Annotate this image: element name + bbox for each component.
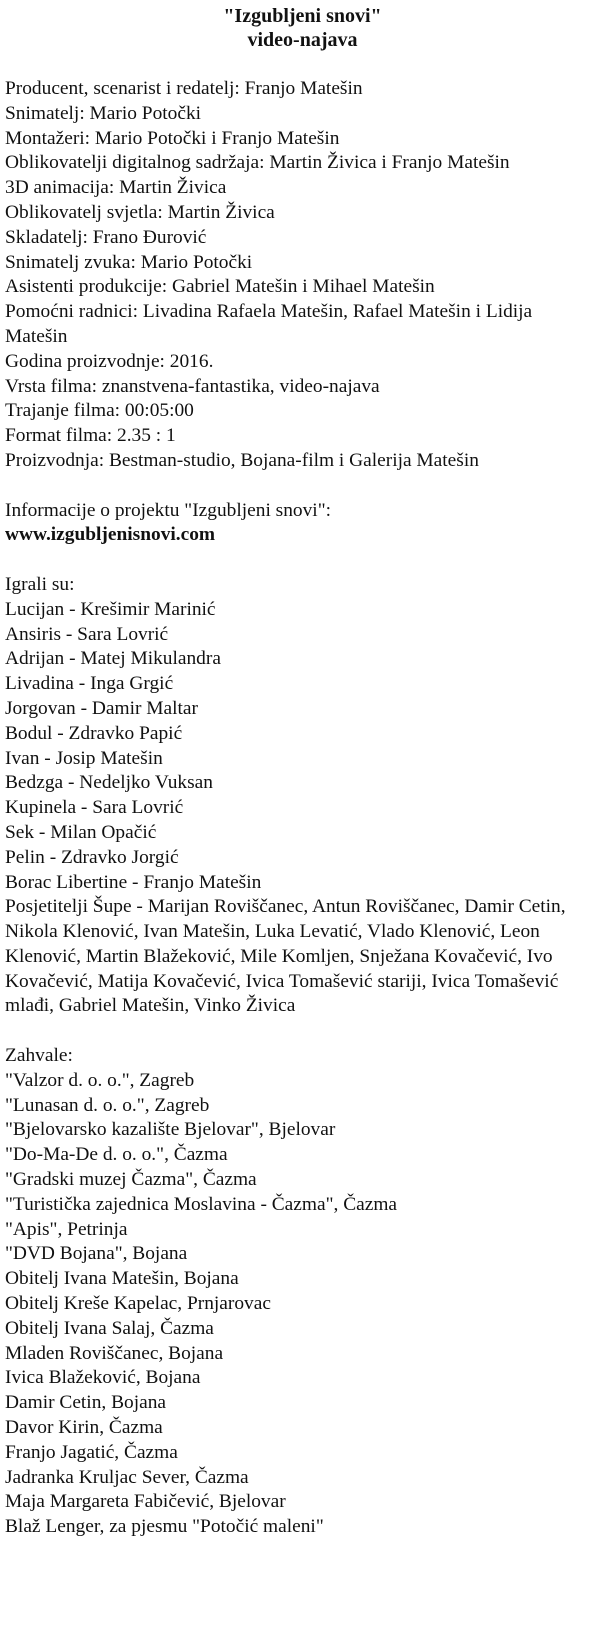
credit-line: 3D animacija: Martin Živica	[5, 177, 227, 199]
thanks-item: "Bjelovarsko kazalište Bjelovar", Bjelovar	[5, 1119, 336, 1141]
cast-item: Posjetitelji Šupe - Marijan Roviščanec, Antun Roviščanec, Damir Cetin, Nikola Klenović, Ivan Matešin, Luka Levatić, Vlado Klenović, Leon Klenović, Martin Blažeković, Mile Komljen, Snježana Kovačević, Ivo Kovačević, Matija Kovačević, Ivica Tomašević stariji, Ivica Tomašević mlađi, Gabriel Matešin, Vinko Živica	[5, 896, 566, 1017]
cast-item: Pelin - Zdravko Jorgić	[5, 846, 179, 868]
credit-line: Asistenti produkcije: Gabriel Matešin i Mihael Matešin	[5, 276, 435, 298]
document-page	[0, 4, 600, 1629]
thanks-heading: Zahvale:	[5, 1045, 73, 1067]
thanks-item: "Do-Ma-De d. o. o.", Čazma	[5, 1144, 228, 1166]
thanks-item: Obitelj Kreše Kapelac, Prnjarovac	[5, 1293, 271, 1315]
credit-line: Oblikovatelj svjetla: Martin Živica	[5, 201, 275, 223]
credit-line: Producent, scenarist i redatelj: Franjo Matešin	[5, 78, 363, 99]
page-title: "Izgubljeni snovi"	[223, 5, 382, 27]
cast-item: Bodul - Zdravko Papić	[5, 722, 183, 744]
thanks-item: "DVD Bojana", Bojana	[5, 1243, 188, 1265]
cast-item: Borac Libertine - Franjo Matešin	[5, 871, 262, 893]
credit-line: Pomoćni radnici: Livadina Rafaela Matešin, Rafael Matešin i Lidija Matešin	[5, 301, 533, 347]
cast-item: Ansiris - Sara Lovrić	[5, 623, 169, 645]
spacer	[5, 548, 600, 573]
cast-list	[5, 573, 595, 1019]
spacer	[5, 1019, 600, 1044]
cast-item: Kupinela - Sara Lovrić	[5, 797, 184, 819]
thanks-item: "Lunasan d. o. o.", Zagreb	[5, 1094, 210, 1116]
thanks-item: Obitelj Ivana Matešin, Bojana	[5, 1268, 239, 1290]
cast-item: Ivan - Josip Matešin	[5, 747, 163, 769]
cast-item: Lucijan - Krešimir Marinić	[5, 598, 216, 620]
cast-item: Jorgovan - Damir Maltar	[5, 697, 198, 719]
credit-line: Oblikovatelji digitalnog sadržaja: Martin Živica i Franjo Matešin	[5, 152, 510, 174]
credits-list	[5, 77, 595, 474]
thanks-item: Obitelj Ivana Salaj, Čazma	[5, 1317, 214, 1339]
thanks-item: Jadranka Kruljac Sever, Čazma	[5, 1466, 249, 1488]
page-subtitle: video-najava	[247, 29, 358, 51]
thanks-item: "Gradski muzej Čazma", Čazma	[5, 1169, 257, 1191]
thanks-item: Franjo Jagatić, Čazma	[5, 1441, 178, 1463]
thanks-item: Blaž Lenger, za pjesmu "Potočić maleni"	[5, 1516, 324, 1538]
credit-line: Montažeri: Mario Potočki i Franjo Matešin	[5, 127, 340, 149]
cast-item: Livadina - Inga Grgić	[5, 673, 174, 695]
credit-line: Format filma: 2.35 : 1	[5, 425, 176, 447]
project-info-text: Informacije o projektu "Izgubljeni snovi":	[5, 499, 331, 521]
thanks-item: Damir Cetin, Bojana	[5, 1392, 167, 1414]
cast-item: Adrijan - Matej Mikulandra	[5, 648, 221, 670]
credit-line: Snimatelj: Mario Potočki	[5, 102, 202, 124]
spacer	[5, 474, 600, 499]
thanks-item: Mladen Roviščanec, Bojana	[5, 1342, 224, 1364]
credit-line: Vrsta filma: znanstvena-fantastika, video-najava	[5, 375, 380, 397]
cast-item: Sek - Milan Opačić	[5, 821, 157, 843]
cast-item: Bedzga - Nedeljko Vuksan	[5, 772, 213, 794]
thanks-item: "Apis", Petrinja	[5, 1218, 128, 1240]
thanks-item: Ivica Blažeković, Bojana	[5, 1367, 201, 1389]
thanks-list	[5, 1044, 595, 1540]
thanks-item: "Valzor d. o. o.", Zagreb	[5, 1069, 195, 1091]
credit-line: Godina proizvodnje: 2016.	[5, 350, 214, 372]
project-url-link[interactable]: www.izgubljenisnovi.com	[5, 524, 216, 546]
project-info	[5, 499, 595, 549]
credit-line: Snimatelj zvuka: Mario Potočki	[5, 251, 253, 273]
cast-heading: Igrali su:	[5, 573, 75, 595]
thanks-item: "Turistička zajednica Moslavina - Čazma", Čazma	[5, 1193, 398, 1215]
thanks-item: Davor Kirin, Čazma	[5, 1417, 163, 1439]
credit-line: Trajanje filma: 00:05:00	[5, 400, 194, 422]
thanks-item: Maja Margareta Fabičević, Bjelovar	[5, 1491, 286, 1513]
credit-line: Skladatelj: Frano Đurović	[5, 226, 207, 248]
credit-line: Proizvodnja: Bestman-studio, Bojana-film i Galerija Matešin	[5, 449, 479, 471]
